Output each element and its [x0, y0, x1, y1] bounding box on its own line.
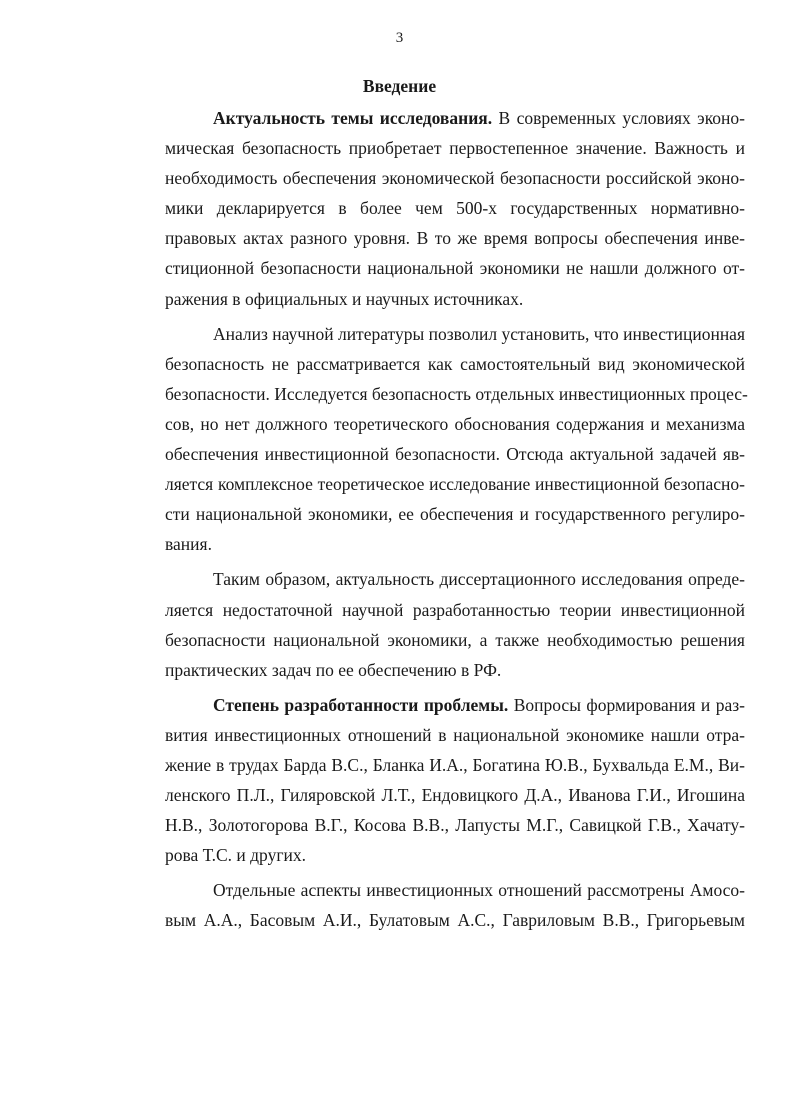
paragraph-literature-analysis [117, 319, 748, 560]
text-line: сти национальной экономики, ее обеспечения и государственного регулиро- [165, 504, 745, 525]
page-number: 3 [395, 30, 404, 46]
text-line: ражения в официальных и научных источниках. [165, 288, 524, 309]
paragraph-lead: Актуальность темы исследования. [213, 108, 493, 128]
body-text [117, 103, 748, 936]
section-heading: Введение [362, 76, 437, 96]
paragraph-conclusion [117, 564, 745, 684]
text-line: жение в трудах Барда В.С., Бланка И.А., Богатина Ю.В., Бухвальда Е.М., Ви- [165, 754, 745, 775]
text-line: ляется комплексное теоретическое исследование инвестиционной безопасно- [165, 474, 745, 495]
text-line: безопасности. Исследуется безопасность отдельных инвестиционных процес- [165, 383, 748, 404]
text-line: безопасность не рассматривается как самостоятельный вид экономической [165, 353, 745, 374]
text-line: вания. [165, 534, 212, 555]
paragraph-relevance [117, 103, 745, 314]
text-line: вития инвестиционных отношений в национальной экономике нашли отра- [165, 724, 745, 745]
text-line: Н.В., Золотогорова В.Г., Косова В.В., Лапусты М.Г., Савицкой Г.В., Хачату- [165, 815, 745, 836]
text-line: мики декларируется в более чем 500-х государственных нормативно- [165, 198, 745, 219]
text-line: обеспечения инвестиционной безопасности. Отсюда актуальной задачей яв- [165, 444, 745, 465]
text-line: Отдельные аспекты инвестиционных отношений рассмотрены Амосо- [213, 880, 745, 901]
text-line: Анализ научной литературы позволил установить, что инвестиционная [213, 323, 745, 344]
text-line: ляется недостаточной научной разработанностью теории инвестиционной [165, 599, 745, 620]
text-line: рова Т.С. и других. [165, 845, 306, 866]
text-line: безопасности национальной экономики, а также необходимостью решения [165, 629, 745, 650]
text-line: Степень разработанности проблемы. Вопросы формирования и раз- [213, 694, 746, 715]
text-line: мическая безопасность приобретает первостепенное значение. Важность и [165, 138, 745, 159]
text-line: правовых актах разного уровня. В то же время вопросы обеспечения инве- [165, 228, 745, 249]
text-line: практических задач по ее обеспечению в РФ. [165, 659, 502, 680]
text-line: ленского П.Л., Гиляровской Л.Т., Ендовицкого Д.А., Иванова Г.И., Игошина [165, 785, 745, 806]
paragraph-other-aspects [117, 875, 745, 935]
text-line: вым А.А., Басовым А.И., Булатовым А.С., Гавриловым В.В., Григорьевым [165, 910, 745, 931]
text-line: стиционной безопасности национальной экономики не нашли должного от- [165, 258, 745, 279]
paragraph-degree-of-development [117, 690, 745, 871]
paragraph-lead: Степень разработанности проблемы. [213, 694, 509, 715]
text-line: сов, но нет должного теоретического обоснования содержания и механизма [165, 413, 745, 434]
text-line: Таким образом, актуальность диссертационного исследования опреде- [213, 569, 745, 590]
text-line: необходимость обеспечения экономической безопасности российской эконо- [165, 168, 745, 189]
text-line: Актуальность темы исследования. В современных условиях эконо- [213, 108, 746, 128]
